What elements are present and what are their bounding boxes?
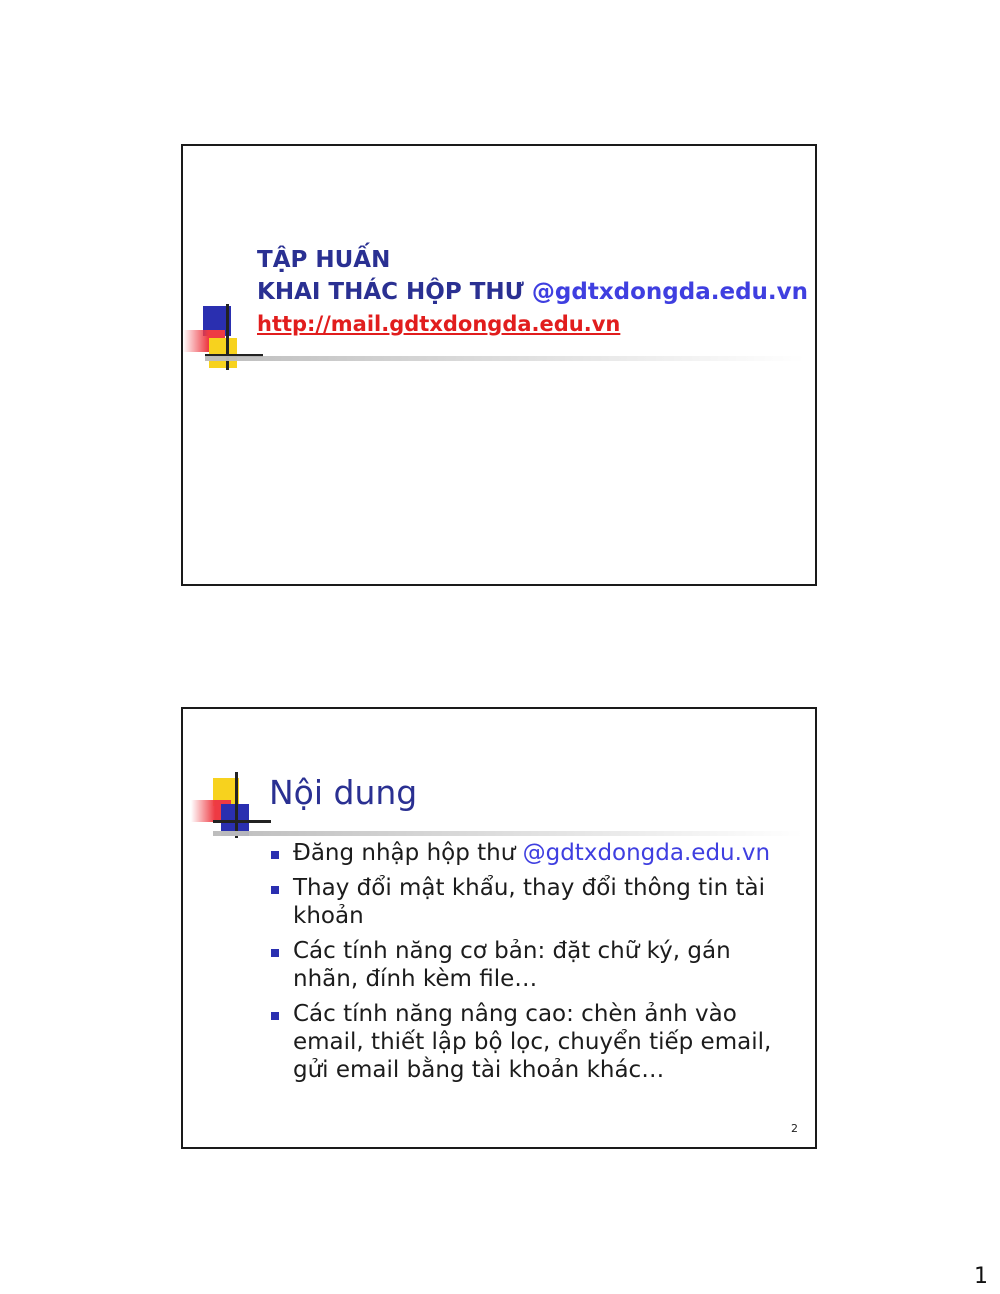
list-item bbox=[271, 874, 791, 930]
list-item-text: Các tính năng cơ bản: đặt chữ ký, gán nhãn, đính kèm file… bbox=[293, 938, 731, 992]
slide-1-title bbox=[257, 244, 808, 340]
sheet-page-number: 1 bbox=[974, 1264, 988, 1289]
list-item bbox=[271, 1000, 791, 1084]
list-item-text: Thay đổi mật khẩu, thay đổi thông tin tài khoản bbox=[293, 875, 765, 929]
bullet-square-icon bbox=[271, 1012, 279, 1020]
list-item bbox=[271, 937, 791, 993]
list-item-text: Đăng nhập hộp thư bbox=[293, 840, 523, 866]
slide-2 bbox=[181, 707, 817, 1149]
slide-logo-icon bbox=[183, 304, 263, 374]
bullet-square-icon bbox=[271, 886, 279, 894]
logo-horizontal-line bbox=[213, 820, 271, 823]
list-item-text: Các tính năng nâng cao: chèn ảnh vào email, thiết lập bộ lọc, chuyển tiếp email, gửi email bằng tài khoản khác… bbox=[293, 1001, 772, 1083]
bullet-square-icon bbox=[271, 949, 279, 957]
slide-page-number: 2 bbox=[791, 1122, 798, 1135]
list-item-accent: @gdtxdongda.edu.vn bbox=[522, 840, 771, 866]
slide-1 bbox=[181, 144, 817, 586]
logo-vertical-line bbox=[235, 772, 238, 838]
list-item bbox=[271, 839, 791, 867]
content-list bbox=[271, 839, 791, 1091]
title-line-2 bbox=[257, 276, 808, 308]
title-line-2-domain: @gdtxdongda.edu.vn bbox=[531, 279, 809, 305]
title-divider bbox=[205, 356, 805, 361]
bullet-square-icon bbox=[271, 851, 279, 859]
slide-2-heading: Nội dung bbox=[269, 773, 418, 812]
logo-yellow-square bbox=[209, 338, 237, 368]
title-line-1: TẬP HUẤN bbox=[257, 247, 391, 273]
title-line-2-main: KHAI THÁC HỘP THƯ bbox=[257, 279, 532, 305]
mail-link[interactable]: http://mail.gdtxdongda.edu.vn bbox=[257, 312, 621, 336]
heading-divider bbox=[213, 831, 803, 836]
